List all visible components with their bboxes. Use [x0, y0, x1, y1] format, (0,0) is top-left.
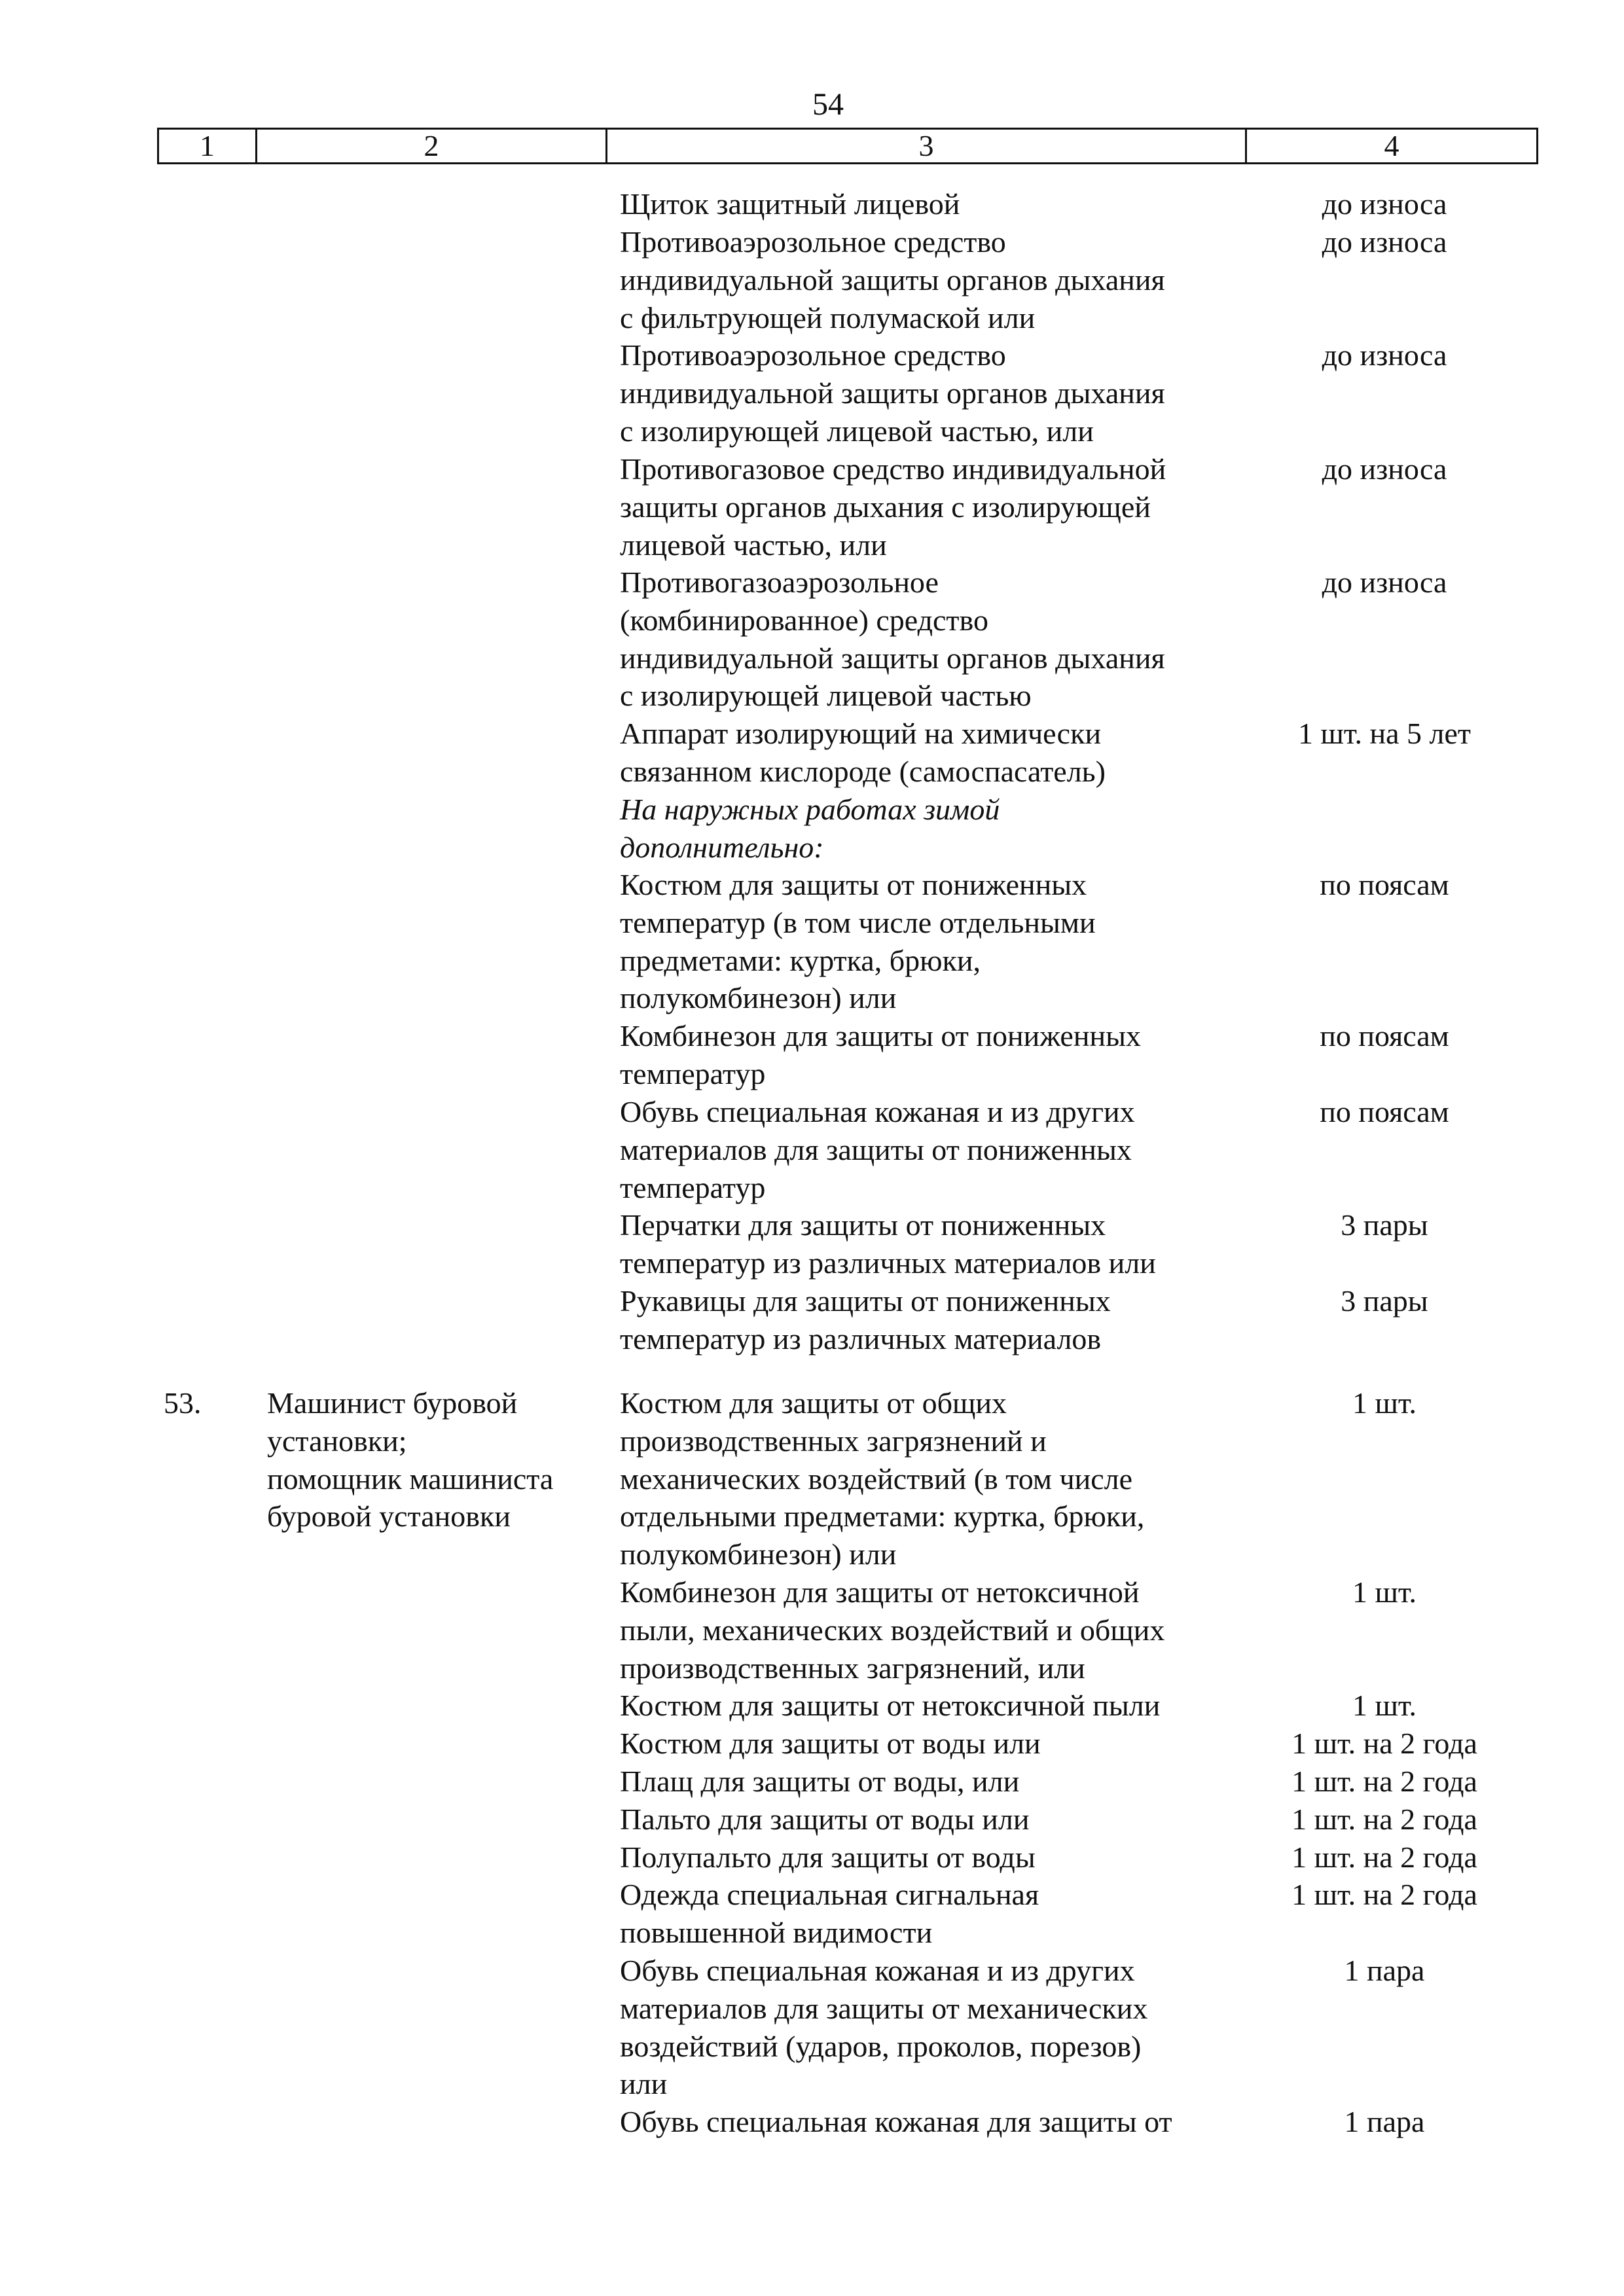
item-name: Противогазовое средство индивидуальной защиты органов дыхания с изолирующей лицевой частью, или	[620, 452, 1166, 562]
item-norm: по поясам	[1320, 868, 1449, 901]
item-name: Костюм для защиты от общих производственных загрязнений и механических воздействий (в том числе отдельными предметами: куртка, брюки, полукомбинезон) или	[620, 1386, 1145, 1571]
item-name: Комбинезон для защиты от нетоксичной пыли, механических воздействий и общих производственных загрязнений, или	[620, 1575, 1165, 1685]
header-col-3: 3	[607, 130, 1247, 162]
item-name: Комбинезон для защиты от пониженных температур	[620, 1019, 1141, 1090]
item-norm: 1 шт. на 5 лет	[1297, 717, 1471, 750]
item-name: Одежда специальная сигнальная повышенной видимости	[620, 1878, 1039, 1949]
item-norm: до износа	[1322, 565, 1447, 599]
item-norm: 1 шт. на 2 года	[1291, 1803, 1477, 1836]
table-header-row	[157, 128, 1538, 164]
item-name: Щиток защитный лицевой	[620, 187, 960, 221]
item-name: Перчатки для защиты от пониженных температур из различных материалов или	[620, 1208, 1156, 1280]
item-name: Обувь специальная кожаная и из других материалов для защиты от пониженных температур	[620, 1095, 1135, 1204]
item-name: Противогазоаэрозольное (комбинированное) средство индивидуальной защиты органов дыхания с изолирующей лицевой частью	[620, 565, 1165, 713]
item-norm: 1 шт. на 2 года	[1291, 1727, 1477, 1760]
item-norm: по поясам	[1320, 1095, 1449, 1128]
item-name: Полупальто для защиты от воды	[620, 1840, 1036, 1874]
item-norm: 3 пары	[1341, 1208, 1428, 1242]
item-name: Костюм для защиты от нетоксичной пыли	[620, 1689, 1161, 1722]
item-norm: 3 пары	[1341, 1284, 1428, 1318]
item-norm: до износа	[1322, 187, 1447, 221]
item-norm: 1 шт. на 2 года	[1291, 1840, 1477, 1874]
item-name: Костюм для защиты от пониженных температур (в том числе отдельными предметами: куртка, брюки, полукомбинезон) или	[620, 868, 1096, 1015]
profession-name: Машинист буровой установки; помощник машиниста буровой установки	[267, 1386, 554, 1534]
item-norm: 1 пара	[1344, 1954, 1425, 1987]
item-norm: до износа	[1322, 225, 1447, 259]
item-norm: 1 шт.	[1352, 1386, 1417, 1420]
item-norm: 1 шт.	[1352, 1689, 1417, 1722]
item-norm: 1 шт.	[1352, 1575, 1417, 1609]
page-number: 54	[812, 87, 844, 122]
item-norm: до износа	[1322, 452, 1447, 486]
item-norm: по поясам	[1320, 1019, 1449, 1052]
item-norm: до износа	[1322, 338, 1447, 372]
item-name: Костюм для защиты от воды или	[620, 1727, 1041, 1760]
header-col-2: 2	[257, 130, 607, 162]
entry-number: 53.	[164, 1386, 202, 1420]
item-norm: 1 пара	[1344, 2105, 1425, 2138]
item-name: Аппарат изолирующий на химически связанном кислороде (самоспасатель)	[620, 717, 1106, 788]
item-name: Обувь специальная кожаная для защиты от	[620, 2105, 1172, 2138]
item-norm: 1 шт. на 2 года	[1291, 1765, 1477, 1798]
item-name: Рукавицы для защиты от пониженных температур из различных материалов	[620, 1284, 1111, 1355]
subheading-text: На наружных работах зимой дополнительно:	[620, 793, 1000, 864]
header-col-1: 1	[159, 130, 257, 162]
item-name: Противоаэрозольное средство индивидуальной защиты органов дыхания с фильтрующей полумаской или	[620, 225, 1165, 334]
item-name: Плащ для защиты от воды, или	[620, 1765, 1020, 1798]
header-col-4: 4	[1384, 129, 1399, 162]
item-name: Обувь специальная кожаная и из других материалов для защиты от механических воздействий (ударов, проколов, порезов) или	[620, 1954, 1148, 2101]
item-name: Пальто для защиты от воды или	[620, 1803, 1030, 1836]
item-norm: 1 шт. на 2 года	[1291, 1878, 1477, 1911]
item-name: Противоаэрозольное средство индивидуальной защиты органов дыхания с изолирующей лицевой частью, или	[620, 338, 1165, 448]
